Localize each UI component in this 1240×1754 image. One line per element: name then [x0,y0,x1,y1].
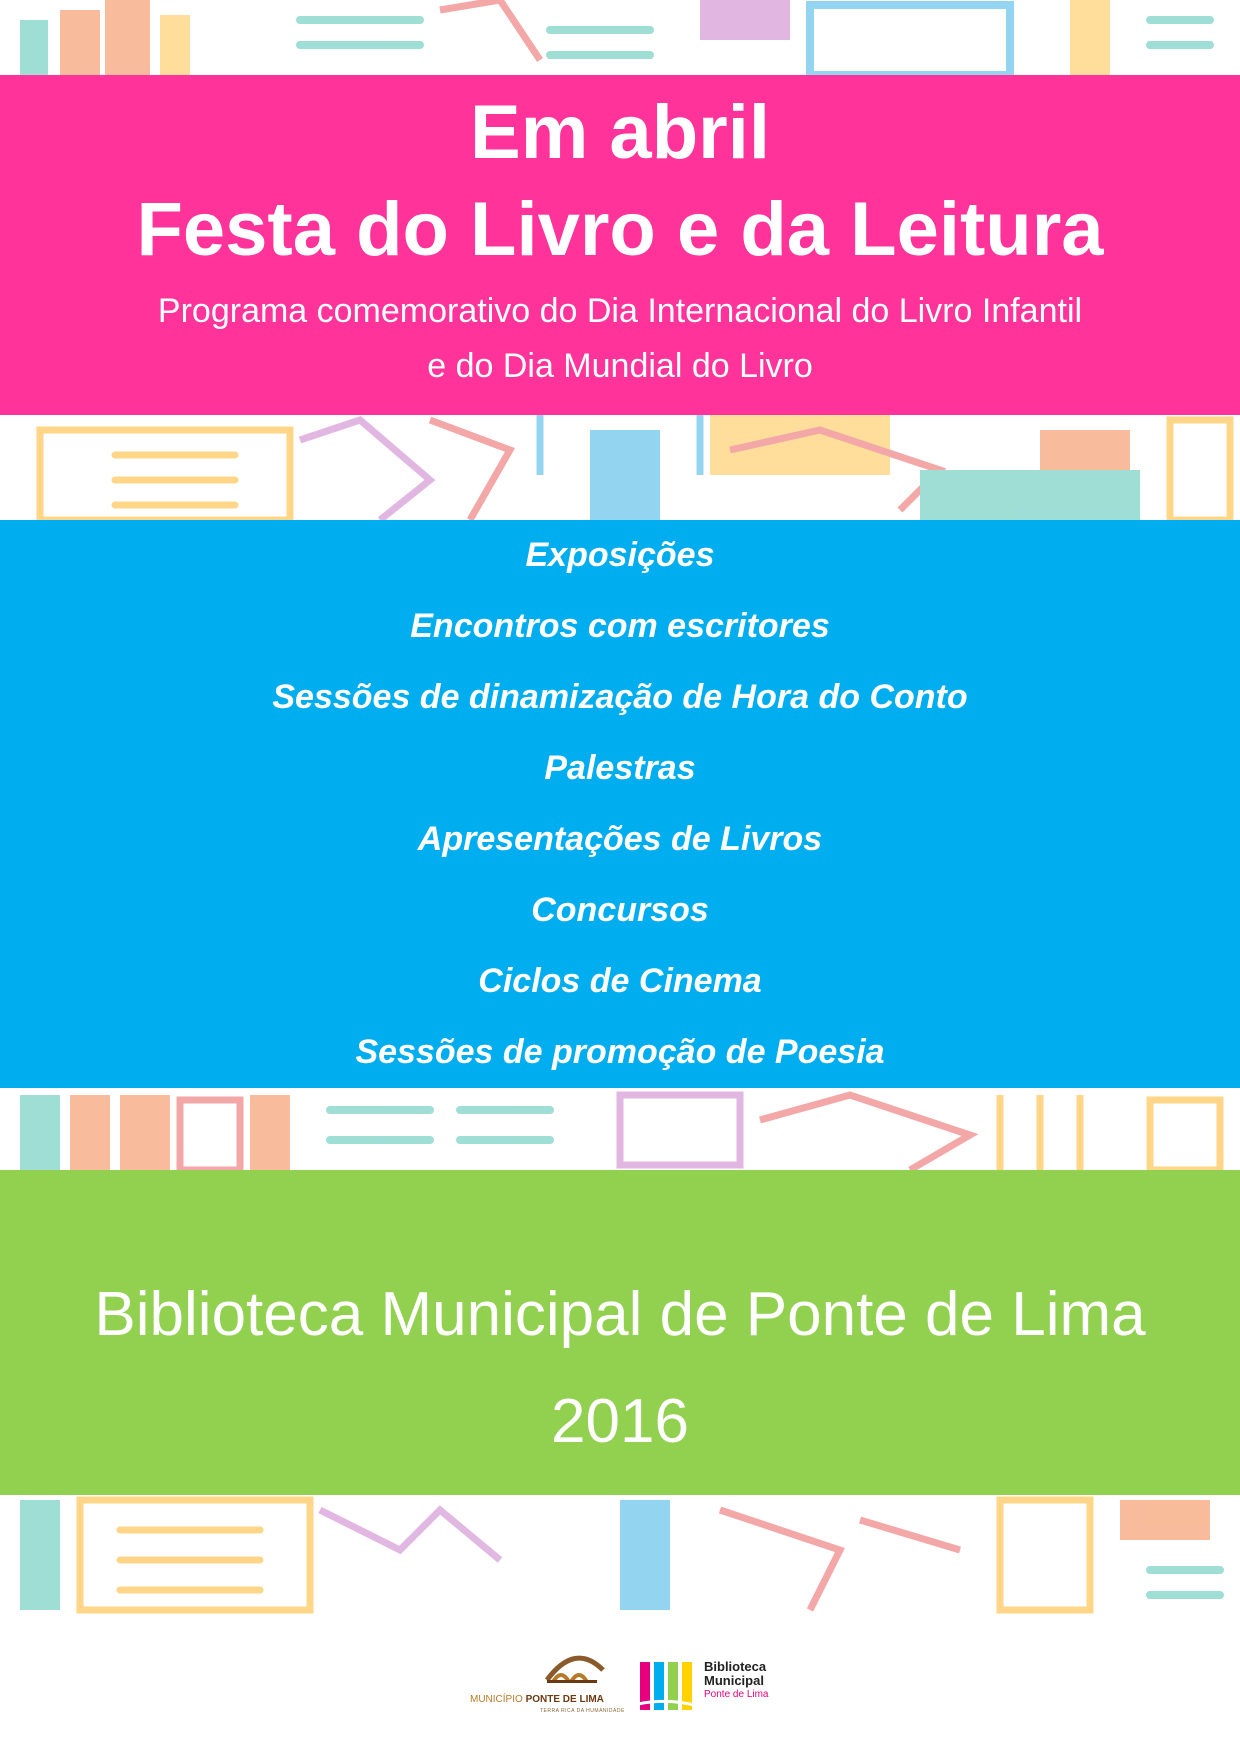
activity-item: Encontros com escritores [410,607,830,645]
municipio-tagline: TERRA RICA DA HUMANIDADE [540,1708,625,1714]
event-year: 2016 [551,1387,689,1456]
sponsor-logos [470,1650,790,1720]
book-bars-icon [638,1658,700,1714]
library-banner [0,1170,1240,1495]
municipio-town: PONTE DE LIMA [525,1694,604,1705]
municipio-name [470,1694,604,1705]
library-name: Biblioteca Municipal de Ponte de Lima [94,1280,1146,1349]
title-line-2: Festa do Livro e da Leitura [136,187,1104,272]
header-banner [0,75,1240,415]
biblioteca-line-2: Municipal [704,1673,764,1688]
municipio-logo [470,1650,625,1714]
municipio-prefix: MUNICÍPIO [470,1694,523,1705]
subtitle-line-2: e do Dia Mundial do Livro [427,347,813,385]
biblioteca-logo [638,1658,778,1718]
activity-item: Sessões de promoção de Poesia [355,1033,885,1071]
activity-item: Concursos [531,891,709,929]
activity-item: Ciclos de Cinema [478,962,762,1000]
biblioteca-line-3: Ponte de Lima [704,1689,769,1700]
activity-item: Palestras [544,749,696,787]
bridge-arch-icon [545,1650,605,1684]
subtitle-line-1: Programa comemorativo do Dia Internacional do Livro Infantil [157,292,1083,330]
activity-item: Exposições [525,536,715,574]
biblioteca-name [704,1660,769,1702]
activities-list [0,520,1240,1088]
activity-item: Apresentações de Livros [417,820,823,858]
title-line-1: Em abril [470,90,770,175]
activity-item: Sessões de dinamização de Hora do Conto [272,678,968,716]
biblioteca-line-1: Biblioteca [704,1659,767,1674]
